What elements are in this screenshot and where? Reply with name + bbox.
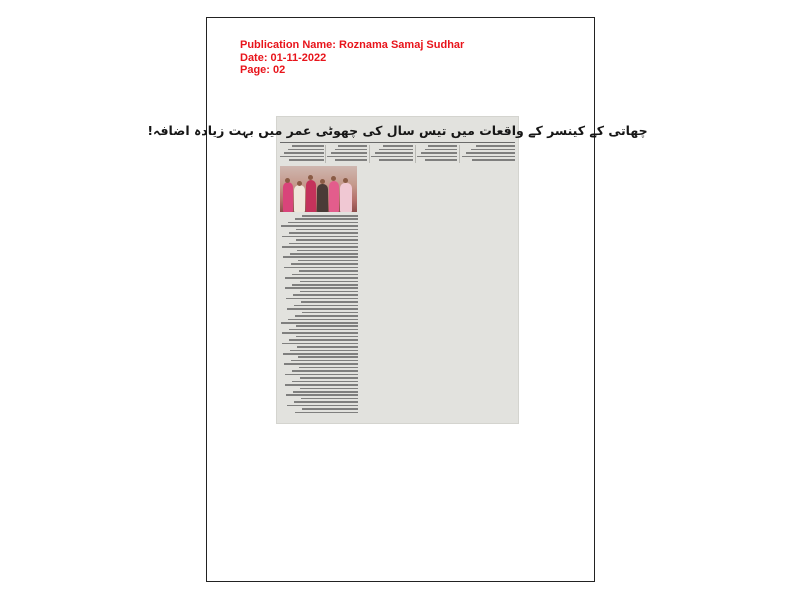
text-line	[289, 329, 358, 331]
person-figure	[306, 180, 316, 212]
text-line	[285, 374, 358, 376]
text-line	[371, 156, 413, 158]
text-line	[282, 246, 358, 248]
person-head	[285, 178, 290, 183]
text-line	[293, 294, 358, 296]
intro-column	[280, 145, 324, 163]
text-line	[289, 232, 358, 234]
intro-column	[461, 145, 515, 163]
text-line	[425, 159, 457, 161]
column-divider	[415, 145, 416, 163]
text-line	[383, 145, 413, 147]
text-line	[292, 370, 358, 372]
text-line	[300, 281, 359, 283]
column-divider	[369, 145, 370, 163]
person-head	[320, 179, 325, 184]
text-line	[302, 408, 358, 410]
text-line	[292, 145, 324, 147]
text-line	[291, 360, 358, 362]
text-line	[290, 253, 358, 255]
text-line	[289, 243, 358, 245]
text-line	[302, 215, 358, 217]
text-line	[327, 156, 367, 158]
event-photo	[280, 166, 357, 212]
intro-column	[327, 145, 367, 163]
text-line	[295, 218, 358, 220]
text-line	[462, 156, 515, 158]
person-figure	[340, 183, 352, 212]
person-head	[343, 178, 348, 183]
text-line	[471, 149, 515, 151]
text-line	[292, 274, 358, 276]
text-line	[294, 401, 358, 403]
text-line	[289, 339, 358, 341]
text-line	[425, 149, 457, 151]
text-line	[301, 301, 358, 303]
text-line	[284, 152, 324, 154]
text-line	[301, 398, 358, 400]
article-headline: چھاتی کے کینسر کے واقعات میں تیس سال کی چھوٹی عمر میں بہت زیادہ اضافہ!	[147, 122, 648, 138]
text-line	[302, 312, 358, 314]
text-line	[294, 305, 358, 307]
text-line	[300, 388, 358, 390]
text-line	[296, 336, 358, 338]
text-line	[338, 145, 367, 147]
text-line	[298, 260, 358, 262]
text-line	[282, 332, 358, 334]
text-line	[335, 159, 367, 161]
text-line	[288, 319, 358, 321]
text-line	[283, 256, 358, 258]
text-line	[375, 152, 413, 154]
text-line	[282, 343, 358, 345]
text-line	[297, 250, 358, 252]
text-line	[284, 363, 358, 365]
text-line	[286, 298, 358, 300]
text-line	[428, 145, 457, 147]
text-line	[293, 391, 358, 393]
text-line	[285, 287, 358, 289]
text-line	[296, 229, 358, 231]
text-line	[298, 356, 358, 358]
text-line	[288, 222, 358, 224]
text-line	[286, 394, 358, 396]
text-line	[299, 367, 358, 369]
text-line	[297, 346, 358, 348]
person-figure	[329, 181, 339, 212]
text-line	[296, 325, 358, 327]
text-line	[296, 239, 358, 241]
text-line	[379, 159, 413, 161]
column-divider	[325, 145, 326, 163]
publication-meta	[240, 39, 464, 77]
text-line	[282, 236, 358, 238]
text-line	[289, 159, 324, 161]
text-line	[280, 156, 324, 158]
text-line	[299, 270, 358, 272]
text-line	[287, 405, 358, 407]
headline-rule	[280, 142, 515, 143]
person-figure	[317, 184, 328, 212]
text-line	[379, 149, 413, 151]
text-line	[421, 152, 457, 154]
text-line	[285, 384, 358, 386]
text-line	[281, 322, 358, 324]
publication-name: Publication Name: Roznama Samaj Sudhar	[240, 39, 465, 51]
person-figure	[294, 185, 305, 212]
text-line	[287, 308, 358, 310]
publication-date: Date: 01-11-2022	[240, 51, 327, 64]
text-line	[300, 377, 359, 379]
text-line	[284, 267, 358, 269]
text-line	[292, 284, 358, 286]
person-head	[331, 176, 336, 181]
text-line	[335, 149, 367, 151]
person-head	[297, 181, 302, 186]
text-line	[417, 156, 457, 158]
person-head	[308, 175, 313, 180]
text-line	[281, 225, 358, 227]
text-line	[466, 152, 515, 154]
article-body-column	[280, 215, 358, 415]
person-figure	[283, 182, 293, 212]
text-line	[283, 353, 358, 355]
intro-column	[371, 145, 413, 163]
newspaper-clipping	[147, 117, 648, 423]
text-line	[300, 291, 358, 293]
text-line	[285, 277, 358, 279]
text-line	[288, 149, 324, 151]
text-line	[290, 350, 358, 352]
document-page	[147, 17, 648, 582]
column-divider	[459, 145, 460, 163]
text-line	[295, 315, 358, 317]
intro-column	[417, 145, 457, 163]
publication-page: Page: 02	[240, 64, 286, 76]
text-line	[295, 412, 358, 414]
text-line	[331, 152, 367, 154]
text-line	[476, 145, 515, 147]
text-line	[291, 263, 358, 265]
text-line	[292, 381, 358, 383]
text-line	[472, 159, 515, 161]
